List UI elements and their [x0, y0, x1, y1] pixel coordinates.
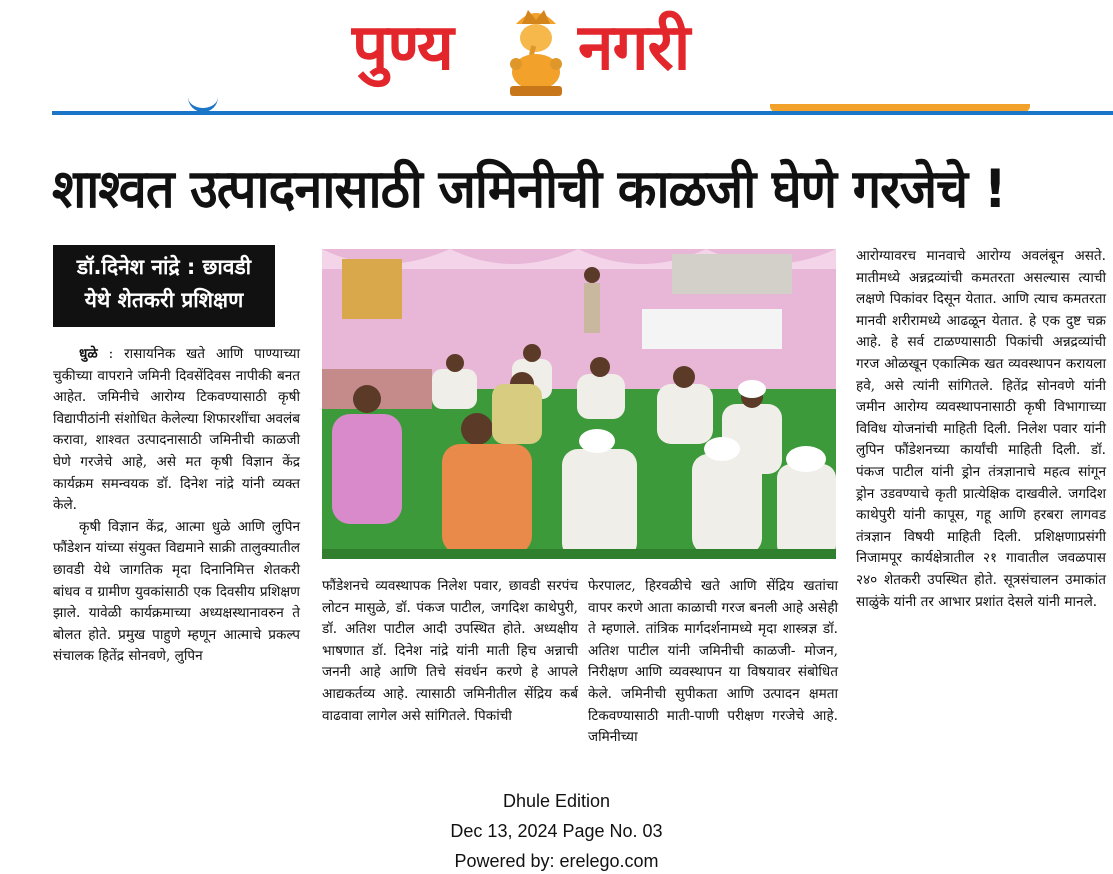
- masthead-rule: [52, 111, 1113, 115]
- subhead-line-1: डॉ.दिनेश नांद्रे : छावडी: [76, 255, 252, 279]
- decorative-curve: [188, 96, 218, 112]
- dateline: धुळे: [79, 346, 98, 362]
- article-column-1: [53, 344, 300, 784]
- training-event-photo: [322, 249, 836, 559]
- powered-by-label: Powered by: erelego.com: [454, 851, 659, 871]
- article-photo: [322, 249, 836, 559]
- edition-label: Dhule Edition: [502, 791, 611, 811]
- logo-text-right: नगरी: [578, 11, 690, 85]
- article-subhead: [53, 245, 275, 327]
- paragraph-1: धुळे : रासायनिक खते आणि पाण्याच्या चुकीच्या वापराने जमिनी दिवसेंदिवस नापीकी बनत आहेत. जमिनीचे आरोग्य टिकवण्यासाठी कृषी विद्यापीठांनी संशोधित केलेल्या शिफारशींचा अवलंब करावा, शाश्वत उत्पादनासाठी जमिनीची काळजी घेणे गरजेचे आहे, असे मत कृषी विज्ञान केंद्र कार्यक्रम समन्वयक डॉ. दिनेश नांद्रे यांनी व्यक्त केले.: [53, 346, 300, 514]
- paragraph-3: फौंडेशनचे व्यवस्थापक निलेश पवार, छावडी सरपंच लोटन मासुळे, डॉ. पंकज पाटील, जगदिश काथेपुरी, डॉ. अतिश पाटील आदी उपस्थित होते. अध्यक्षीय भाषणात डॉ. दिनेश नांद्रे यांनी माती हिच अन्नाची जननी आहे आणि तिचे संवर्धन करणे हे आपले आद्यकर्तव्य आहे. त्यासाठी जमिनीतील सेंद्रिय कर्ब वाढवावा लागेल असे सांगितले. पिकांची: [322, 578, 578, 724]
- logo-text-left: पुण्य: [352, 11, 453, 85]
- paragraph-4: फेरपालट, हिरवळीचे खते आणि सेंद्रिय खतांचा वापर करणे आता काळाची गरज बनली आहे असेही ते म्हणाले. तांत्रिक मार्गदर्शनामध्ये मृदा शास्त्रज्ञ डॉ. अतिश पाटील यांनी जमिनीची काळजी- मोजन, निरीक्षण आणि व्यवस्थापन या विषयावर संबोधित केले. जमिनीची सुपीकता आणि उत्पादन क्षमता टिकवण्यासाठी माती-पाणी परीक्षण गरजेचे आहे. जमिनीच्या: [588, 578, 838, 746]
- article-headline: शाश्वत उत्पादनासाठी जमिनीची काळजी घेणे गरजेचे !: [52, 159, 1006, 220]
- paragraph-5: आरोग्यावरच मानवाचे आरोग्य अवलंबून असते. मातीमध्ये अन्नद्रव्यांची कमतरता असल्यास त्याची लक्षणे पिकांवर दिसून येतात. आणि त्याच कमतरता मानवी शरीरामध्ये आढळून येतात. हे एक दुष्ट चक्र आहे. हे सर्व टाळण्यासाठी पिकांची अन्नद्रव्यांची गरज ओळखून एकात्मिक खत व्यवस्थापन करायला हवे, असे त्यांनी सांगितले. हितेंद्र सोनवणे यांनी जमीन आरोग्य व्यवस्थापनासाठी कृषी विभागाच्या विविध योजनांची माहिती दिली. निलेश पवार यांनी लुपिन फौंडेशनच्या कार्यांची माहिती दिली. डॉ. पंकज पाटील यांनी ड्रोन तंत्रज्ञानाचे महत्व सांगून ड्रोन उडवण्याचे कृती प्रात्येक्षिक दाखवीले. जगदिश काथेपुरी यांनी कापूस, गहू आणि हरबरा लागवड तंत्रज्ञान विषयी माहिती दिली. प्रशिक्षणाप्रसंगी निजामपूर कार्यक्षेत्रातील २१ गावातील जवळपास २४० शेतकरी उपस्थित होते. सूत्रसंचालन उमाकांत साळुंके यांनी तर आभार प्रशांत देसले यांनी मानले.: [856, 248, 1106, 610]
- newspaper-logo: [352, 2, 762, 102]
- article-column-2: [322, 576, 578, 786]
- date-page-label: Dec 13, 2024 Page No. 03: [450, 821, 663, 841]
- subhead-line-2: येथे शेतकरी प्रशिक्षण: [84, 288, 244, 312]
- article-column-3: [588, 576, 838, 786]
- paragraph-2: कृषी विज्ञान केंद्र, आत्मा धुळे आणि लुपिन फौंडेशन यांच्या संयुक्त विद्यमाने साक्री तालुक्यातील छावडी येथे जागतिक मृदा दिनानिमित्त शेतकरी बांधव व ग्रामीण युवकांसाठी एक दिवसीय प्रशिक्षण झाले. यावेळी कार्यक्रमाच्या अध्यक्षस्थानावरुन ते बोलत होते. प्रमुख पाहुणे म्हणून आत्माचे प्रकल्प संचालक हितेंद्र सोनवणे, लुपिन: [53, 518, 300, 665]
- article-column-4: [856, 246, 1106, 806]
- paragraph-1-text: रासायनिक खते आणि पाण्याच्या चुकीच्या वापराने जमिनी दिवसेंदिवस नापीकी बनत आहेत. जमिनीचे आरोग्य टिकवण्यासाठी कृषी विद्यापीठांनी संशोधित केलेल्या शिफारशींचा अवलंब करावा, शाश्वत उत्पादनासाठी जमिनीची काळजी घेणे गरजेचे आहे, असे मत कृषी विज्ञान केंद्र कार्यक्रम समन्वयक डॉ. दिनेश नांद्रे यांनी व्यक्त केले.: [53, 346, 300, 514]
- masthead: [0, 0, 1113, 118]
- ganesh-idol-icon: [502, 2, 570, 98]
